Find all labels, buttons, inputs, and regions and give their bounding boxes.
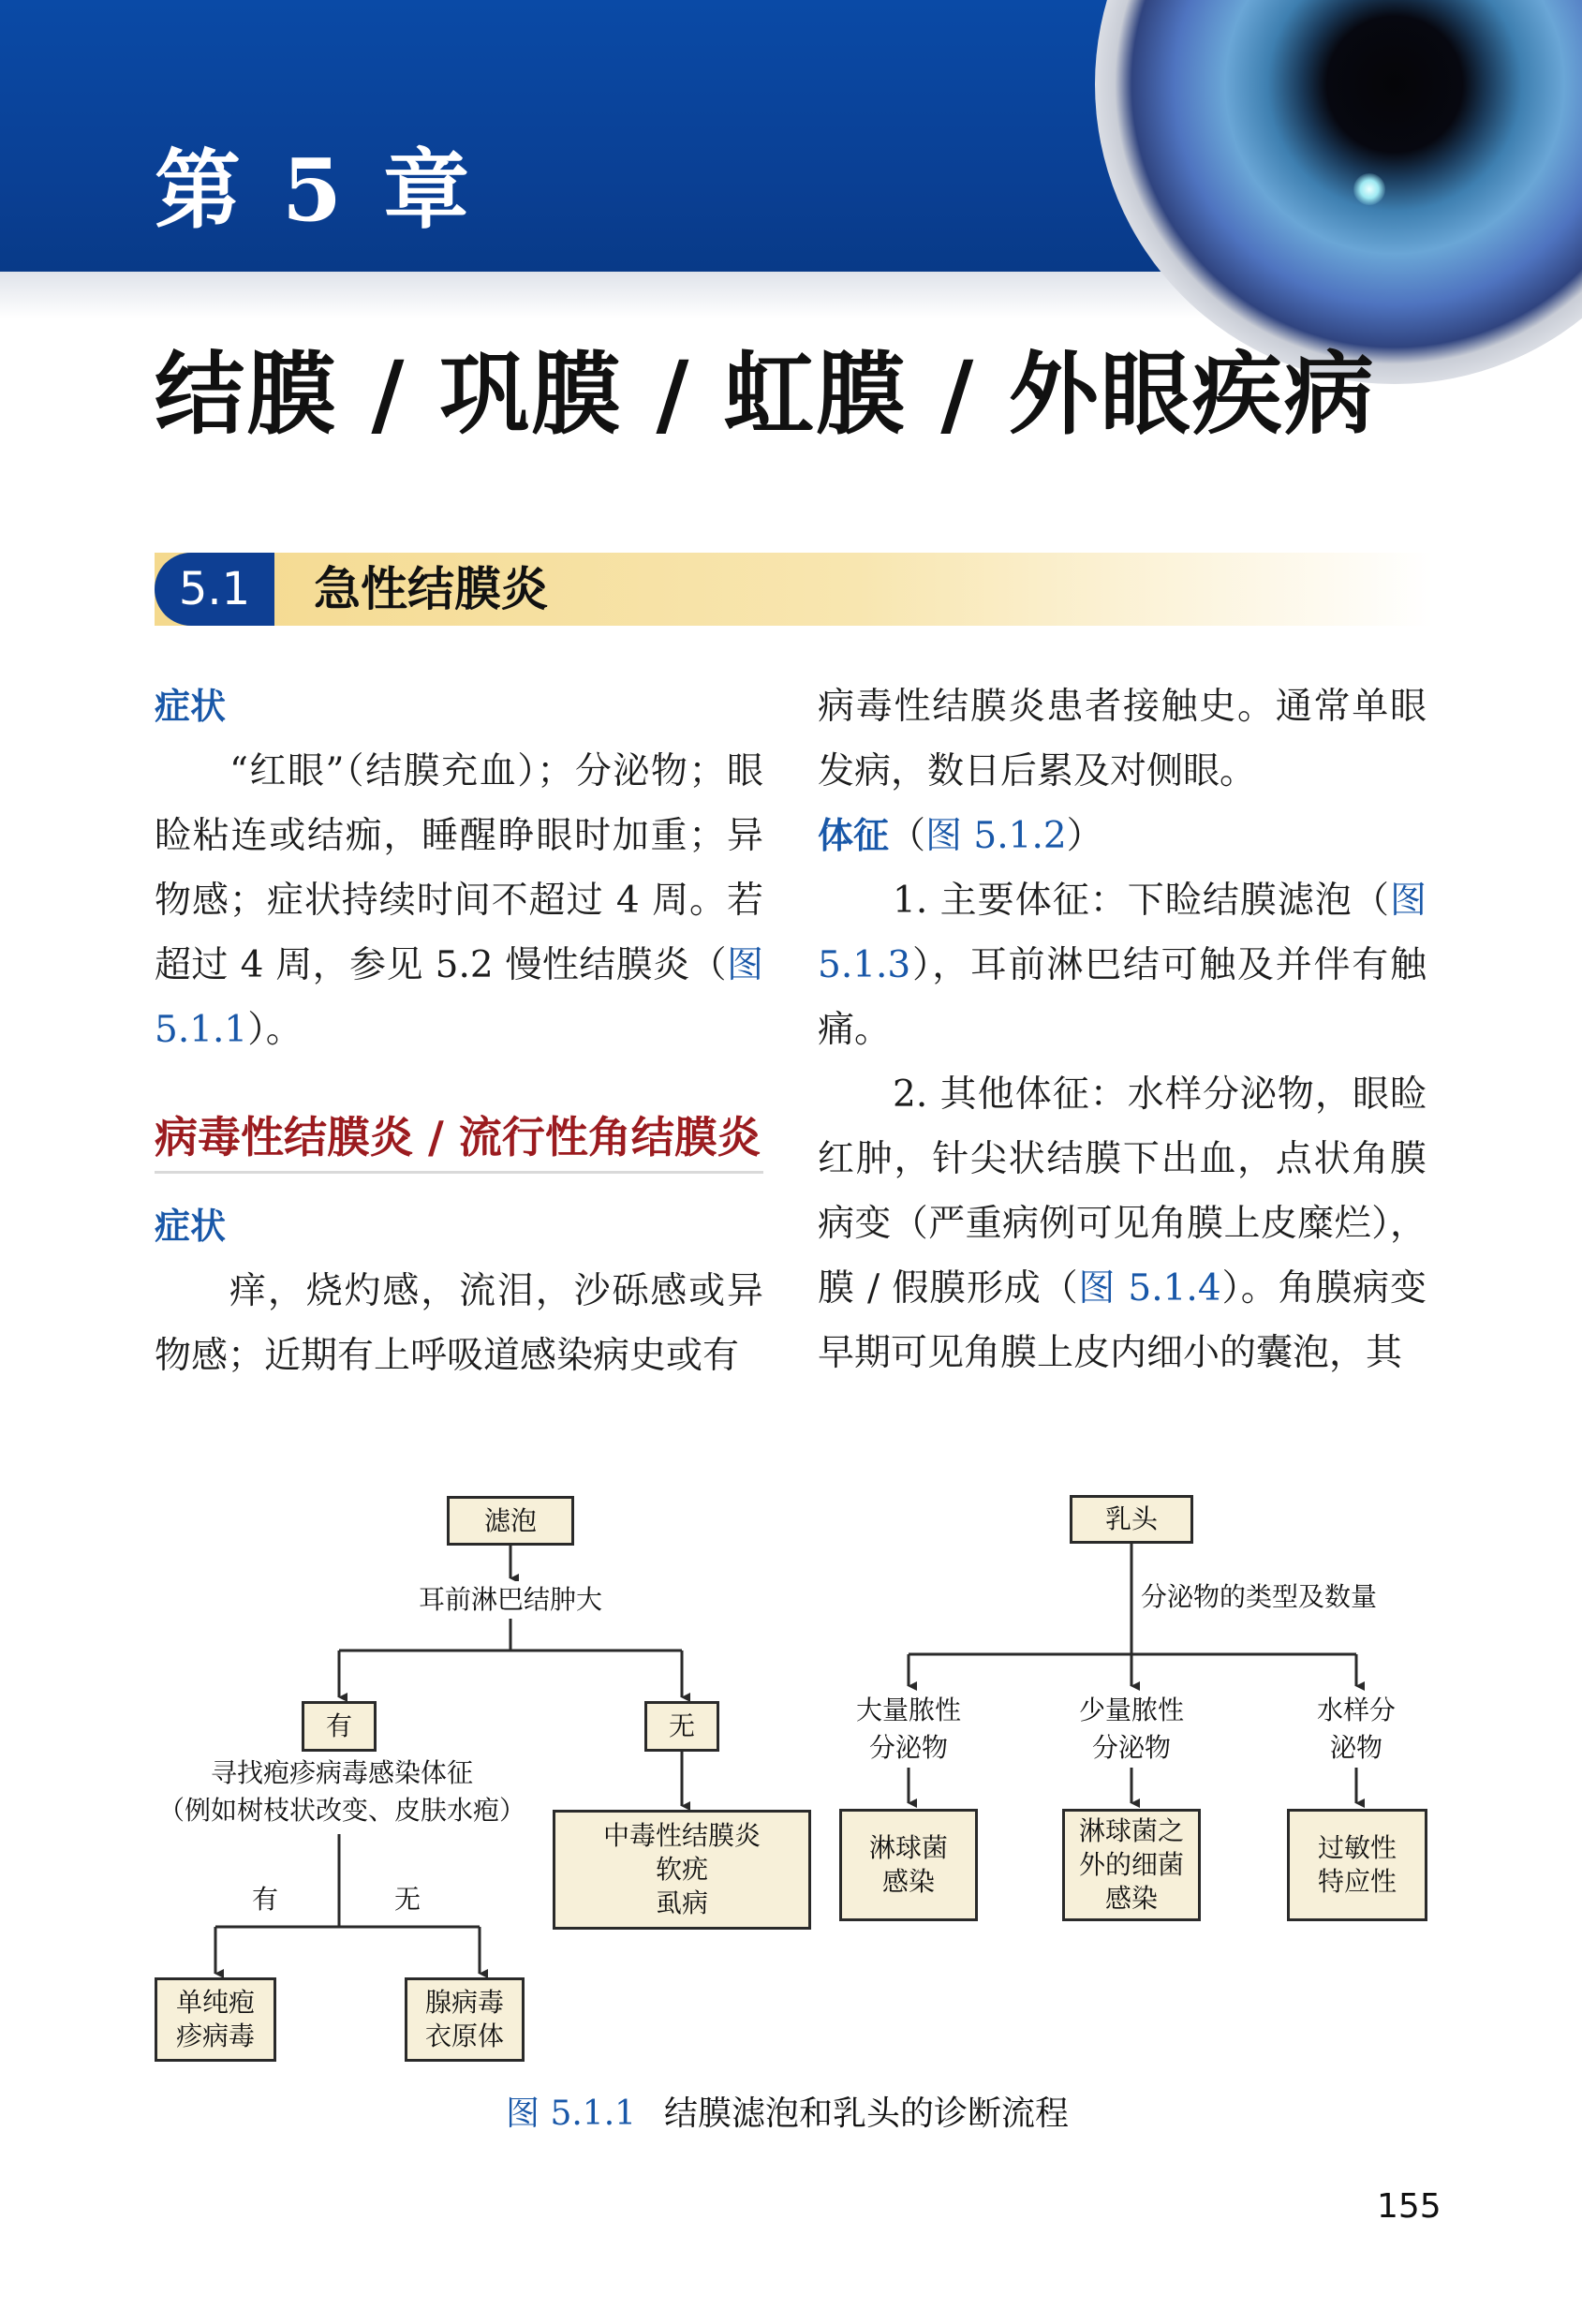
heavy-discharge-label: 大量脓性 分泌物 <box>855 1695 961 1763</box>
viral-symptoms-heading: 症状 <box>155 1206 227 1247</box>
figure-link[interactable]: 图 5.1.3 <box>818 880 1427 986</box>
chapter-label: 第 5 章 <box>155 140 476 241</box>
discharge-label: 分泌物的类型及数量 <box>1141 1578 1412 1616</box>
non-gonococcal-node: 淋球菌之 外的细菌 感染 <box>1062 1809 1201 1921</box>
sign-main-tail: ），耳前淋巴结可触及并伴有触痛。 <box>818 944 1427 1051</box>
page-number: 155 <box>1377 2187 1442 2226</box>
herpes-search-label: 寻找疱疹病毒感染体征 （例如树枝状改变、皮肤水疱） <box>157 1757 525 1826</box>
figure-caption <box>506 2087 1069 2135</box>
figure-link[interactable]: 图 5.1.4 <box>1078 1267 1221 1310</box>
follicle-node: 滤泡 <box>447 1496 574 1546</box>
paren-open: （ <box>889 815 926 857</box>
subsection-title: 病毒性结膜炎 / 流行性角结膜炎 <box>155 1103 763 1174</box>
yes-node: 有 <box>302 1701 377 1752</box>
symptoms-tail: ）。 <box>247 1009 303 1051</box>
caption-ref: 图 5.1.1 <box>506 2095 637 2133</box>
allergy-node: 过敏性 特应性 <box>1287 1809 1427 1921</box>
symptoms-text: “红眼”（结膜充血）；分泌物；眼睑粘连或结痂，睡醒睁眼时加重；异物感；症状持续时间不超过 4 周。若超过 4 周，参见 5.2 慢性结膜炎（ <box>155 750 763 986</box>
no-node: 无 <box>644 1701 719 1752</box>
right-column <box>818 674 1427 1385</box>
left-column <box>155 674 763 1062</box>
light-discharge-label: 少量脓性 分泌物 <box>1078 1695 1184 1763</box>
viral-symptoms <box>155 1194 763 1388</box>
caption-text: 结膜滤泡和乳头的诊断流程 <box>664 2095 1070 2133</box>
sign-main-text: 1. 主要体征：下睑结膜滤泡（ <box>893 880 1390 922</box>
section-title: 急性结膜炎 <box>314 562 548 616</box>
symptoms-heading: 症状 <box>155 686 227 727</box>
eye-glint <box>1353 173 1385 205</box>
signs-heading: 体征 <box>818 815 890 856</box>
signs-heading-line <box>818 804 1427 868</box>
branch-no-label: 无 <box>393 1884 421 1915</box>
papilla-node: 乳头 <box>1070 1495 1193 1544</box>
figure-link[interactable]: 图 5.1.2 <box>925 815 1067 857</box>
branch-yes-label: 有 <box>251 1884 278 1915</box>
chapter-title: 结膜 / 巩膜 / 虹膜 / 外眼疾病 <box>155 342 1376 447</box>
watery-discharge-label: 水样分 泌物 <box>1316 1695 1396 1763</box>
adeno-node: 腺病毒 衣原体 <box>405 1977 525 2062</box>
toxic-node: 中毒性结膜炎 软疣 虱病 <box>553 1810 811 1930</box>
paren-close: ） <box>1066 815 1103 857</box>
symptoms-paragraph <box>155 739 763 1062</box>
sign-other <box>818 1062 1427 1385</box>
figure-link[interactable]: 图 5.1.1 <box>155 944 763 1051</box>
section-number: 5.1 <box>155 553 274 626</box>
sign-other-text: 2. 其他体征：水样分泌物，眼睑红肿，针尖状结膜下出血，点状角膜病变（严重病例可见角膜上皮糜烂），膜 / 假膜形成（ <box>818 1073 1427 1310</box>
hsv-node: 单纯疱 疹病毒 <box>155 1977 276 2062</box>
gonococcal-node: 淋球菌 感染 <box>839 1809 978 1921</box>
contact-text: 病毒性结膜炎患者接触史。通常单眼发病，数日后累及对侧眼。 <box>818 686 1427 792</box>
lymph-label: 耳前淋巴结肿大 <box>375 1581 646 1619</box>
sign-main <box>818 868 1427 1062</box>
viral-symptoms-text: 痒，烧灼感，流泪，沙砾感或异物感；近期有上呼吸道感染病史或有 <box>155 1270 763 1377</box>
sign-other-tail: ）。角膜病变早期可见角膜上皮内细小的囊泡，其 <box>818 1267 1427 1374</box>
